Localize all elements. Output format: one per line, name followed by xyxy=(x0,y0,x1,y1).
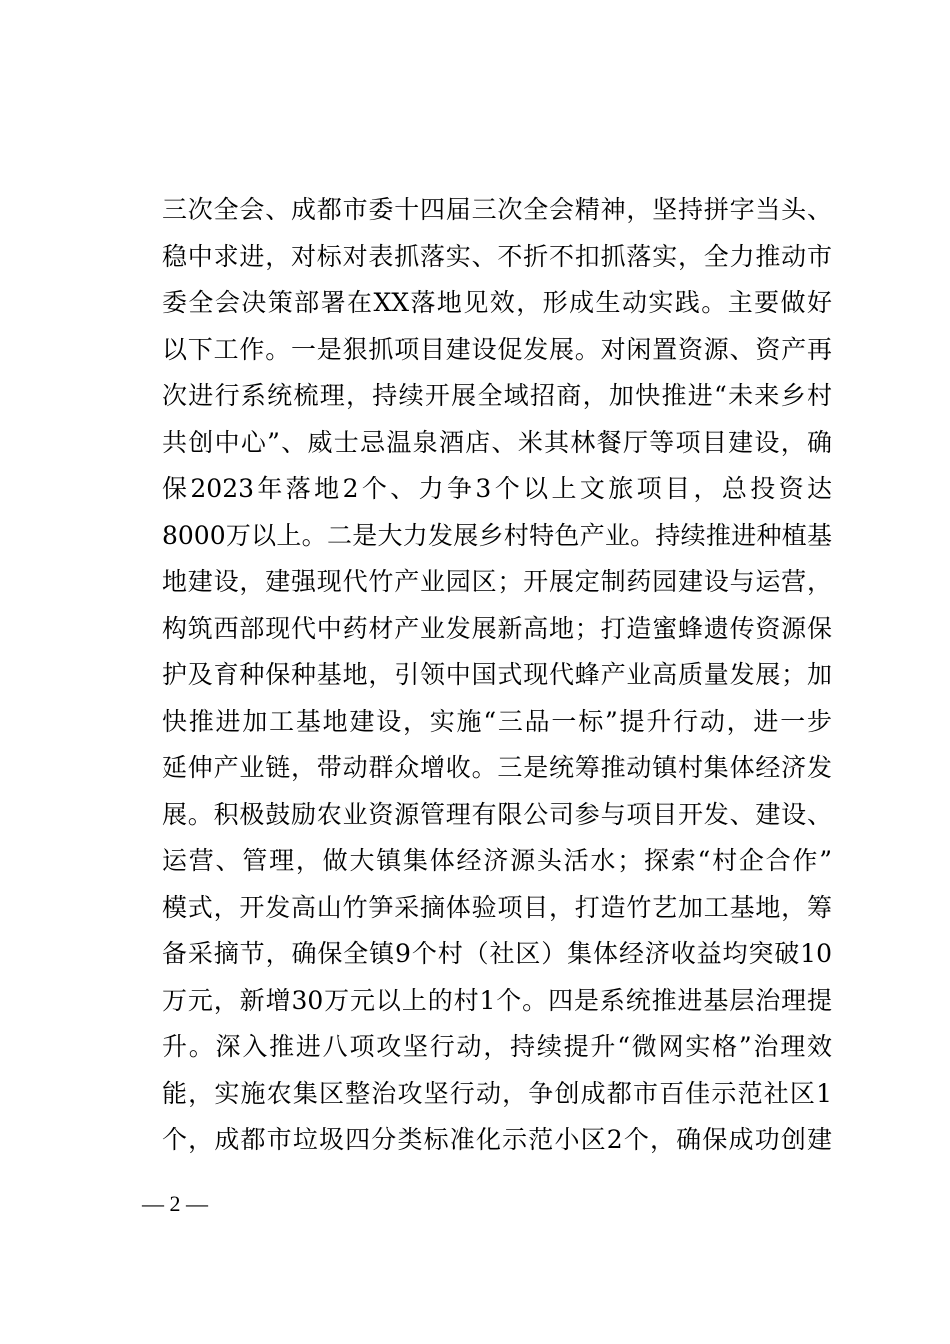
page-number: — 2 — xyxy=(142,1191,208,1216)
body-text-line: 构筑西部现代中药材产业发展新高地；打造蜜蜂遗传资源保 xyxy=(162,613,832,643)
body-text-line: 委全会决策部署在XX落地见效，形成生动实践。主要做好 xyxy=(162,288,832,317)
body-text-line: 次进行系统梳理，持续开展全域招商，加快推进“未来乡村 xyxy=(162,381,832,410)
body-text-line: 模式，开发高山竹笋采摘体验项目，打造竹艺加工基地，筹 xyxy=(162,892,832,922)
body-text-line: 以下工作。一是狠抓项目建设促发展。对闲置资源、资产再 xyxy=(162,334,832,364)
body-text-line: 备采摘节，确保全镇9个村（社区）集体经济收益均突破10 xyxy=(162,939,832,968)
body-text-line: 升。深入推进八项攻坚行动，持续提升“微网实格”治理效 xyxy=(162,1032,832,1061)
body-text-line: 延伸产业链，带动群众增收。三是统筹推动镇村集体经济发 xyxy=(162,753,832,782)
body-text-line: 运营、管理，做大镇集体经济源头活水；探索“村企合作” xyxy=(162,846,832,875)
body-text-line: 个，成都市垃圾四分类标准化示范小区2个，确保成功创建 xyxy=(162,1125,832,1154)
body-text-line: 能，实施农集区整治攻坚行动，争创成都市百佳示范社区1 xyxy=(162,1078,832,1108)
body-text-line: 8000万以上。二是大力发展乡村特色产业。持续推进种植基 xyxy=(162,520,832,550)
body-text-line: 三次全会、成都市委十四届三次全会精神，坚持拼字当头、 xyxy=(162,195,832,224)
body-text-line: 护及育种保种基地，引领中国式现代蜂产业高质量发展；加 xyxy=(162,660,832,689)
body-text-line: 共创中心”、威士忌温泉酒店、米其林餐厅等项目建设，确 xyxy=(162,427,832,457)
body-text-line: 保2023年落地2个、力争3个以上文旅项目，总投资达 xyxy=(162,474,832,503)
body-text-line: 万元，新增30万元以上的村1个。四是系统推进基层治理提 xyxy=(162,985,832,1015)
body-text-line: 地建设，建强现代竹产业园区；开展定制药园建设与运营， xyxy=(162,567,832,596)
body-text-line: 快推进加工基地建设，实施“三品一标”提升行动，进一步 xyxy=(162,706,832,736)
body-text-line: 展。积极鼓励农业资源管理有限公司参与项目开发、建设、 xyxy=(162,799,832,829)
body-text-line: 稳中求进，对标对表抓落实、不折不扣抓落实，全力推动市 xyxy=(162,241,832,271)
